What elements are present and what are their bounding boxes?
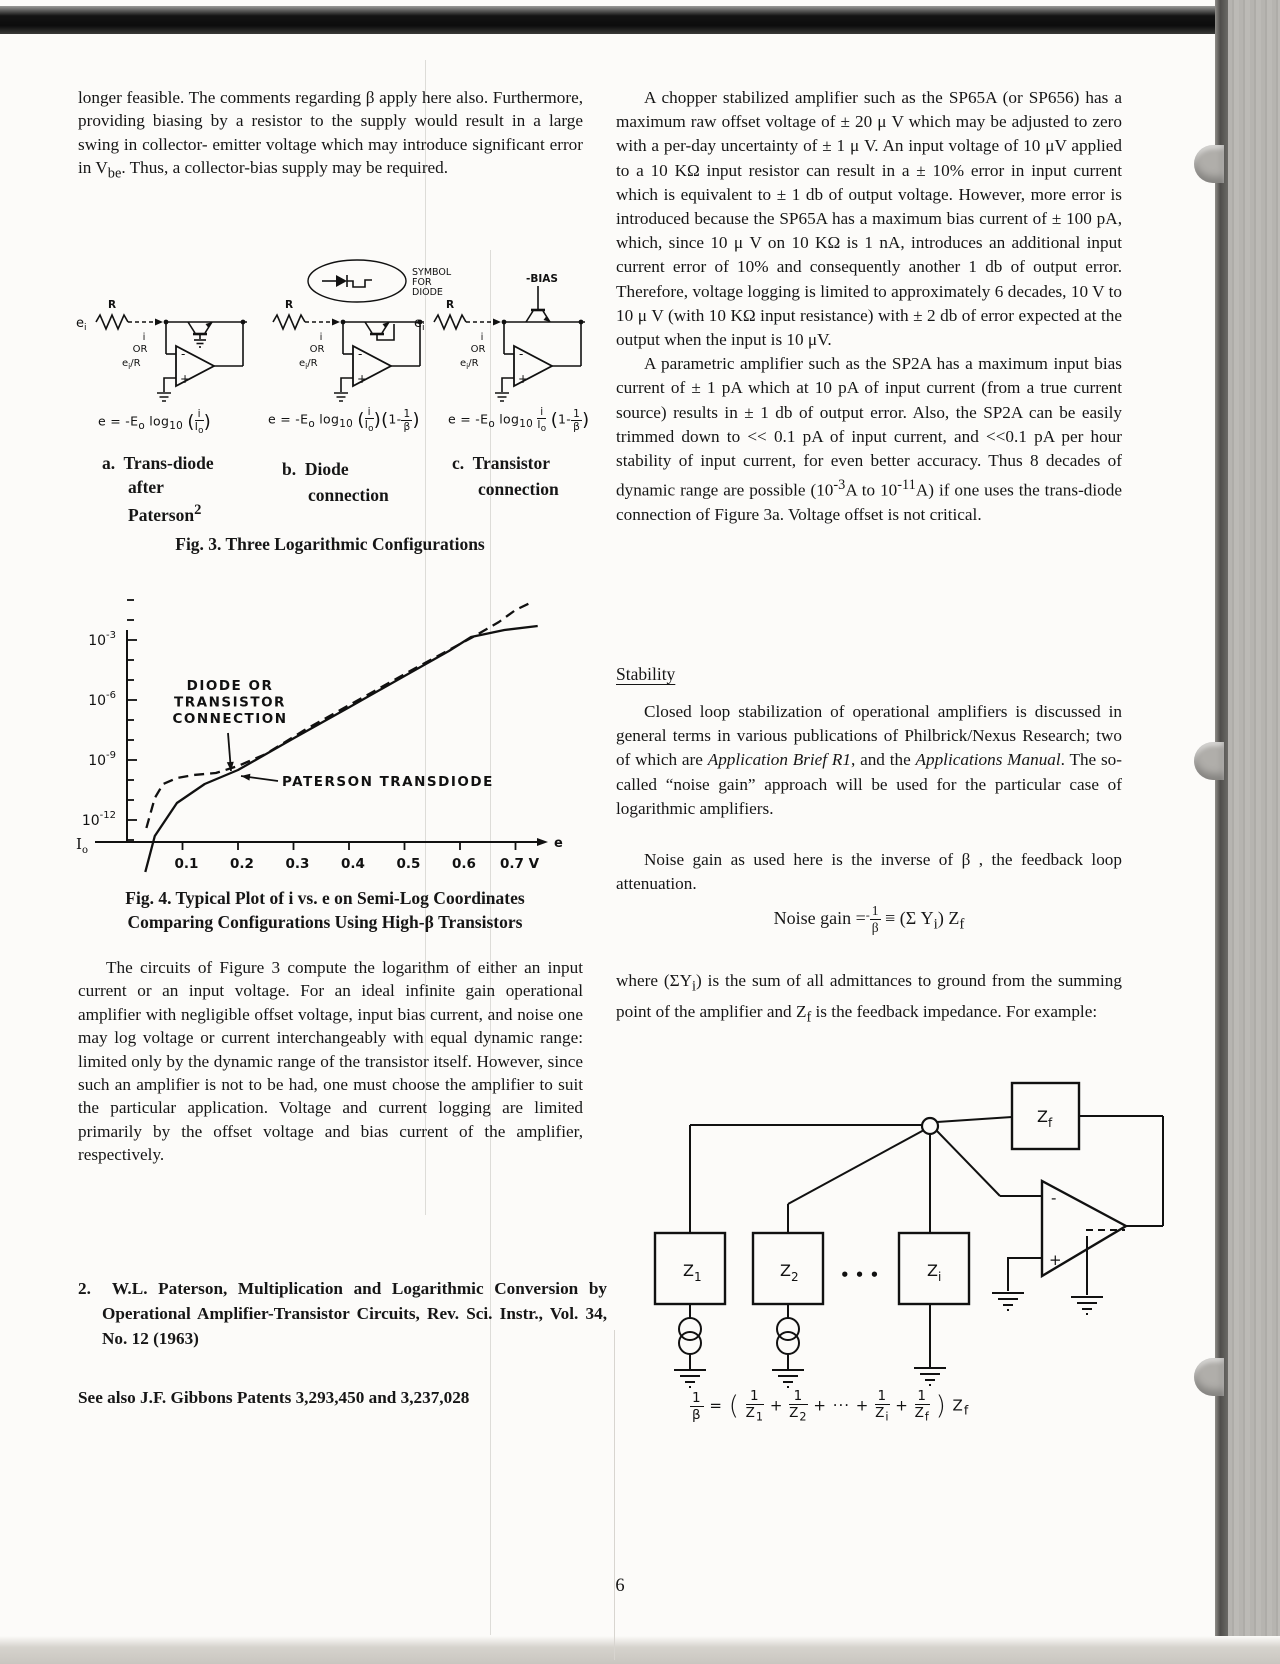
figure3-caption: Fig. 3. Three Logarithmic Configurations	[175, 534, 485, 554]
ground-icon	[674, 1370, 706, 1387]
circuit-b-diode-connection	[273, 260, 455, 401]
figure3c-title: c. Transistor	[452, 453, 551, 473]
svg-text:DIODE OR: DIODE OR	[186, 678, 274, 694]
svg-text:CONNECTION: CONNECTION	[172, 711, 288, 727]
npn-transistor-to-bias-icon	[526, 286, 550, 322]
svg-text:0.2: 0.2	[230, 856, 254, 872]
symbol-note-line2: FOR	[412, 277, 432, 288]
resistor-icon	[434, 315, 466, 329]
figure3c-line2: connection	[478, 479, 559, 499]
resistor-icon	[273, 315, 305, 329]
or-label: OR	[470, 344, 486, 355]
current-arrow-icon	[155, 319, 163, 326]
ground-icon	[334, 393, 348, 401]
or-label: OR	[309, 344, 325, 355]
left-column-paragraph-2: The circuits of Figure 3 compute the logarithm of either an input current or an input voltage. For an ideal infinite gain operational amplifier with negligible offset voltage, input bias current, and noise one may log voltage or current interchangeably with equal dynamic range: limited only by the dynamic range of the transistor itself. However, since such an amplifier is not to be had, one must choose the amplifier to suit the particular application. Voltage and current logging are limited primarily by the offset voltage and bias current of the amplifier, respectively.	[78, 958, 583, 1165]
voltage-over-r-label: $e_i/R$	[299, 358, 318, 371]
noninverting-input-label: +	[1049, 1251, 1062, 1269]
input-label: $e_i$	[414, 316, 425, 333]
symbol-note-line1: SYMBOL	[412, 267, 452, 278]
svg-text:10-9: $10^{-9}$	[88, 750, 116, 769]
or-label: OR	[132, 344, 148, 355]
svg-text:0.7 V: 0.7 V	[499, 856, 540, 872]
z2-label: $Z_2$	[780, 1261, 799, 1284]
svg-text:10-12: $10^{-12}$	[81, 810, 116, 829]
figure3b-label	[282, 456, 389, 508]
inverting-input-label: -	[1051, 1189, 1057, 1207]
resistor-label: R	[107, 299, 117, 311]
figure3c-label	[452, 450, 559, 502]
noise-gain-paragraph: Noise gain as used here is the inverse of β , the feedback loop attenuation.	[616, 850, 1122, 894]
page-number: 6	[615, 1576, 625, 1596]
figure3a-title: a. Trans-diode	[102, 453, 214, 473]
current-arrow-icon	[332, 319, 340, 326]
figure3a-line3: Paterson$^2$	[128, 502, 202, 525]
figure3b-title: b. Diode	[282, 459, 349, 479]
page-curl-bump	[1194, 145, 1224, 183]
page-curl-bump	[1194, 1358, 1224, 1396]
zf-label: $Z_f$	[1037, 1107, 1053, 1130]
admittance-paragraph: where $(\Sigma Y_i)$ is the sum of all admittances to ground from the summing point of the amplifier and $Z_f$ is the feedback impedance. For example:	[616, 971, 1122, 1026]
diode-connected-transistor-icon	[365, 322, 394, 340]
equation-transistor-connection: $e = -E_o$ $\log_{10}$ $\frac{i}{I_o}$ (1- $\frac{1}{\beta}$ )	[448, 406, 590, 435]
svg-text:0.3: 0.3	[285, 856, 310, 872]
zi-label: $Z_i$	[927, 1261, 942, 1284]
ellipsis-dots: • • •	[840, 1266, 880, 1284]
stability-heading: Stability	[616, 664, 676, 684]
svg-text:0.5: 0.5	[396, 856, 421, 872]
ground-icon	[495, 393, 509, 401]
equation-diode-connection: $e = -E_o$ $\log_{10}$ ( $\frac{i}{I_o}$ )(1- $\frac{1}{\beta}$ )	[268, 406, 420, 435]
current-arrow-icon	[493, 319, 501, 326]
beta-equation: $\frac{1}{\beta}$ = ( $\frac{1}{Z_1}$ + $\frac{1}{Z_2}$ + ··· + $\frac{1}{Z_i}$ + $\frac{1}{Z_f}$ ) $Z_f$	[691, 1388, 970, 1424]
left-column-paragraph-1: longer feasible. The comments regarding β apply here also. Furthermore, providing biasing by a resistor to the supply would result in a large swing in collector- emitter voltage which may introduce significant error in $V_{be}$. Thus, a collector-bias supply may be required.	[78, 88, 583, 182]
diode-icon	[322, 275, 372, 287]
ground-icon	[157, 393, 171, 401]
svg-text:10-3: $10^{-3}$	[88, 630, 116, 649]
figure4-caption-line1: Fig. 4. Typical Plot of i vs. e on Semi-Log Coordinates	[125, 888, 525, 908]
svg-text:0.4: 0.4	[341, 856, 365, 872]
z1-label: $Z_1$	[683, 1261, 702, 1284]
resistor-icon	[96, 315, 128, 329]
ground-icon	[992, 1293, 1024, 1310]
page-curl-bump	[1194, 742, 1224, 780]
reference-2: 2. W.L. Paterson, Multiplication and Logarithmic Conversion by Operational Amplifier-Transistor Circuits, Rev. Sci. Instr., Vol. 34, No. 12 (1963)	[78, 1279, 607, 1348]
ground-icon	[1071, 1297, 1103, 1314]
equation-trans-diode: $e = -E_o$ $\log_{10}$ ( $\frac{i}{I_o}$ )	[98, 408, 212, 437]
svg-text:Io: $I_o$	[76, 835, 88, 856]
right-paragraph-2: A parametric amplifier such as the SP2A has a maximum input bias current of ± 1 pA which at 10 pA of input current (from a true current source) results in ± 1 db of output error. Also, the SP2A can be easily trimmed down to << 0.1 pA of input current, and <<0.1 pA per hour stability of input current, for even better accuracy. Thus 8 decades of dynamic range are possible ($10^{-3}A$ to $10^{-11}A$) if one uses the trans-diode connection of Figure 3a. Voltage offset is not critical.	[616, 354, 1122, 525]
ground-icon	[772, 1370, 804, 1387]
circuit-a-trans-diode	[76, 299, 247, 401]
svg-text:0.6: 0.6	[452, 856, 476, 872]
inverting-input-label: -	[358, 347, 363, 361]
see-also-note: See also J.F. Gibbons Patents 3,293,450 and 3,237,028	[78, 1388, 470, 1407]
input-label: $e_i$	[76, 316, 87, 333]
noise-gain-equation: Noise gain =- $\frac{1}{\beta}$ ≡ (Σ $Y_i$) $Z_f$	[773, 903, 965, 936]
svg-text:TRANSISTOR: TRANSISTOR	[174, 694, 286, 711]
figure3a-line2: after	[128, 476, 164, 497]
figure3b-line2: connection	[308, 485, 389, 505]
noninverting-input-label: +	[518, 372, 529, 386]
inverting-input-label: -	[181, 347, 186, 361]
scan-bottom-edge	[0, 1636, 1280, 1664]
symbol-note-line3: DIODE	[412, 287, 443, 298]
scan-top-bar	[0, 6, 1224, 34]
current-source-icon	[679, 1318, 701, 1354]
noninverting-input-label: +	[180, 372, 191, 386]
svg-text:10-6: $10^{-6}$	[88, 690, 116, 709]
npn-transistor-icon	[188, 322, 212, 347]
bias-label: -BIAS	[526, 273, 558, 285]
resistor-label: R	[445, 299, 455, 311]
figure3-circuits	[60, 244, 600, 420]
ground-icon	[914, 1368, 946, 1385]
current-label: i	[480, 332, 484, 343]
figure4-caption-line2: Comparing Configurations Using High-β Transistors	[127, 912, 523, 932]
svg-text:0.1: 0.1	[174, 856, 199, 872]
noninverting-input-label: +	[357, 372, 368, 386]
svg-text:e: e	[554, 836, 563, 851]
resistor-label: R	[284, 299, 294, 311]
dashed-load-outline	[1087, 1230, 1125, 1243]
current-label: i	[142, 332, 146, 343]
voltage-over-r-label: $e_i/R$	[460, 358, 479, 371]
binder-edge-strip	[1228, 0, 1280, 1664]
figure4-semilog-plot	[60, 585, 590, 885]
stability-paragraph: Closed loop stabilization of operational amplifiers is discussed in general terms in various publications of Philbrick/Nexus Research; two of which are Application Brief R1, and the Applications Manual. The so-called “noise gain” approach will be used for the particular case of logarithmic amplifiers.	[616, 702, 1122, 818]
noise-gain-example-circuit	[600, 1038, 1180, 1388]
summing-node	[922, 1118, 938, 1134]
inverting-input-label: -	[519, 347, 524, 361]
current-source-icon	[777, 1318, 799, 1354]
right-column-text	[616, 86, 1122, 527]
voltage-over-r-label: $e_i/R$	[122, 358, 141, 371]
svg-text:PATERSON TRANSDIODE: PATERSON TRANSDIODE	[282, 774, 494, 790]
page-edge-shadow	[1215, 0, 1228, 1664]
figure4-caption	[60, 886, 590, 934]
figure3a-label	[102, 452, 214, 527]
right-paragraph-1: A chopper stabilized amplifier such as the SP65A (or SP656) has a maximum raw offset voltage of ± 20 μ V which may be adjusted to zero with a per-day uncertainty of ± 1 μ V. An input voltage of 10 μV applied to a 10 KΩ input resistor can result in a ± 10% error in input current which is equivalent to ± 1 db of output voltage. However, more error is introduced because the SP65A has a maximum bias current of ± 100 pA, which, since 10 μ V on 10 KΩ is 1 nA, introduces an additional input current error of 10% and consequently another 1 db of output error. Therefore, voltage logging is limited to approximately 6 decades, 10 V to 10 μ V (with 10 KΩ input resistance) with ± 2 db of error expected at the output when the input is 10 μV.	[616, 88, 1122, 350]
current-label: i	[319, 332, 323, 343]
